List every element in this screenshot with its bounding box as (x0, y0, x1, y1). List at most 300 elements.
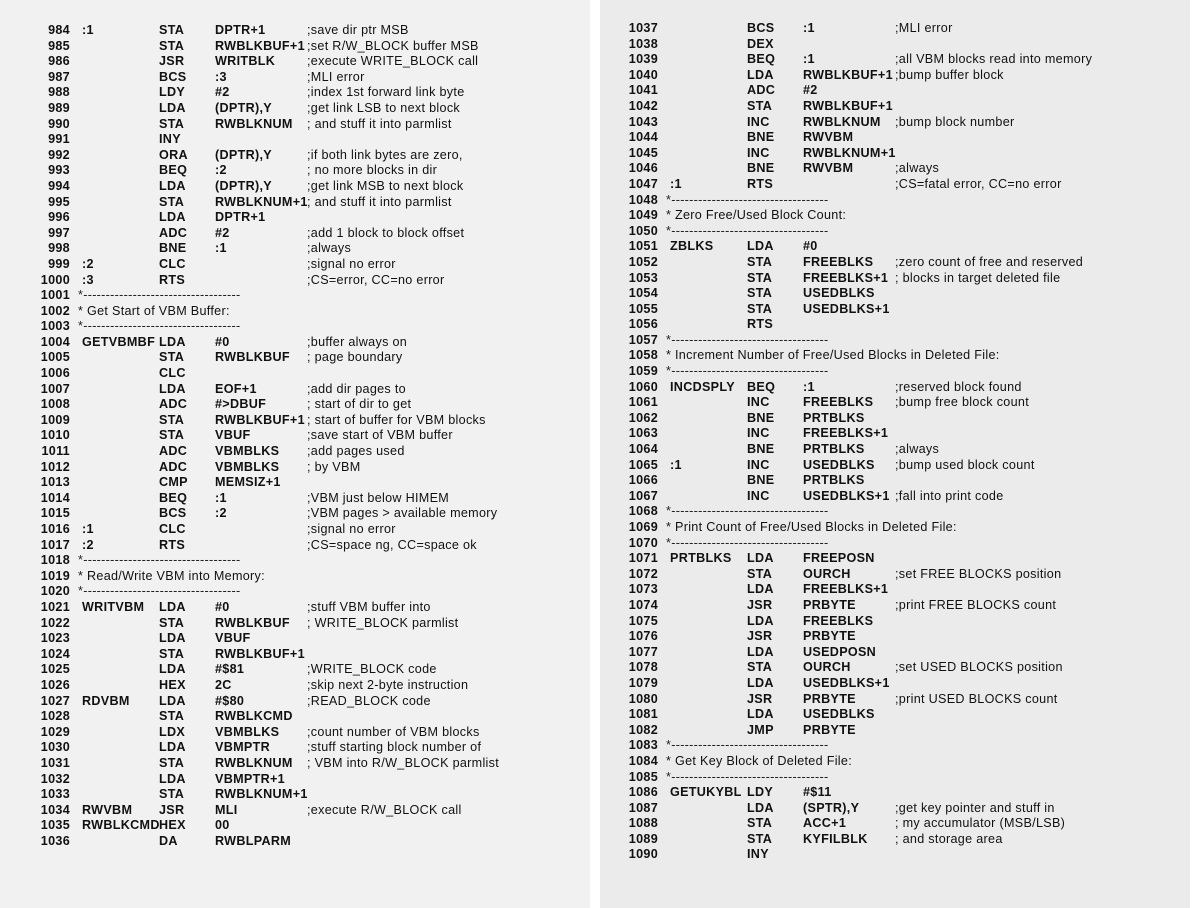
operand: DPTR+1 (215, 210, 266, 225)
line-number: 1071 (628, 551, 658, 566)
opcode: CMP (159, 475, 188, 490)
operand: #$11 (803, 785, 832, 800)
operand: FREEBLKS+1 (803, 270, 889, 285)
opcode: LDA (159, 599, 186, 614)
operand: RWBLKNUM (803, 114, 881, 129)
line-number: 1051 (628, 239, 658, 254)
line-number: 1028 (40, 709, 70, 724)
code-label: RWVBM (82, 802, 133, 817)
code-comment: ;signal no error (307, 256, 396, 271)
code-comment: ; by VBM (307, 459, 361, 474)
operand: VBMPTR+1 (215, 771, 285, 786)
opcode: BEQ (747, 379, 776, 394)
line-number: 1083 (628, 738, 658, 753)
opcode: HEX (159, 818, 186, 833)
code-comment: ;MLI error (307, 69, 365, 84)
code-label: :1 (82, 23, 94, 37)
line-number: 1078 (628, 660, 658, 675)
opcode: CLC (159, 366, 186, 381)
operand: OURCH (803, 566, 851, 581)
code-comment: ;always (895, 442, 940, 457)
opcode: STA (159, 350, 185, 365)
operand: :3 (215, 69, 227, 84)
operand: USEDBLKS+1 (803, 301, 890, 316)
operand: PRTBLKS (803, 410, 865, 425)
opcode: LDA (159, 334, 186, 349)
section-heading: * Zero Free/Used Block Count: (666, 208, 847, 223)
operand: FREEBLKS (803, 254, 874, 269)
separator-comment: *----------------------------------- (666, 535, 829, 550)
line-number: 1090 (628, 847, 658, 862)
code-comment: ;add 1 block to block offset (307, 225, 465, 240)
separator-comment: *----------------------------------- (666, 192, 829, 207)
line-number: 1005 (40, 350, 70, 365)
opcode: STA (747, 660, 773, 675)
code-comment: ;CS=error, CC=no error (307, 272, 445, 287)
opcode: ADC (159, 459, 188, 474)
opcode: BNE (747, 130, 775, 145)
line-number: 1081 (628, 707, 658, 722)
line-number: 1061 (628, 395, 658, 410)
line-number: 1088 (628, 816, 658, 831)
line-number: 1001 (40, 288, 70, 303)
operand: USEDBLKS (803, 707, 875, 722)
code-comment: ;get link MSB to next block (307, 178, 464, 193)
operand: RWBLKCMD (215, 709, 293, 724)
line-number: 1033 (40, 787, 70, 802)
line-number: 1048 (628, 192, 658, 207)
operand: VBMPTR (215, 740, 270, 755)
opcode: STA (159, 38, 185, 53)
code-comment: ;get link LSB to next block (307, 100, 461, 115)
section-heading: * Increment Number of Free/Used Blocks in Deleted File: (666, 348, 1000, 363)
separator-comment: *----------------------------------- (666, 769, 829, 784)
line-number: 1023 (40, 631, 70, 646)
line-number: 988 (48, 85, 70, 100)
opcode: RTS (159, 272, 186, 287)
line-number: 986 (48, 54, 70, 69)
opcode: JSR (747, 597, 773, 612)
opcode: STA (159, 646, 185, 661)
operand: #0 (215, 599, 230, 614)
section-heading: * Read/Write VBM into Memory: (78, 568, 265, 583)
line-number: 1050 (628, 223, 658, 238)
operand: #0 (215, 334, 230, 349)
operand: #0 (803, 239, 818, 254)
operand: FREEPOSN (803, 551, 875, 566)
opcode: JSR (159, 54, 185, 69)
line-number: 1070 (628, 535, 658, 550)
code-comment: ; blocks in target deleted file (895, 270, 1061, 285)
operand: RWBLKBUF+1 (803, 98, 893, 113)
opcode: LDA (159, 210, 186, 225)
line-number: 1038 (628, 36, 658, 51)
operand: :1 (803, 21, 815, 35)
operand: RWBLKNUM+1 (803, 145, 896, 160)
operand: FREEBLKS (803, 613, 874, 628)
line-number: 1041 (628, 83, 658, 98)
operand: RWBLKNUM (215, 116, 293, 131)
line-number: 1017 (40, 537, 70, 552)
line-number: 1065 (628, 457, 658, 472)
line-number: 1056 (628, 317, 658, 332)
operand: (DPTR),Y (215, 147, 272, 162)
line-number: 1027 (40, 693, 70, 708)
line-number: 1079 (628, 675, 658, 690)
code-label: PRTBLKS (670, 551, 732, 566)
line-number: 994 (48, 178, 70, 193)
opcode: BEQ (159, 163, 188, 178)
opcode: LDA (159, 662, 186, 677)
opcode: STA (159, 412, 185, 427)
line-number: 1009 (40, 412, 70, 427)
left-page (0, 0, 590, 908)
separator-comment: *----------------------------------- (666, 332, 829, 347)
line-number: 1032 (40, 771, 70, 786)
line-number: 1085 (628, 769, 658, 784)
operand: USEDPOSN (803, 644, 877, 659)
opcode: HEX (159, 677, 186, 692)
line-number: 993 (48, 163, 70, 178)
operand: USEDBLKS+1 (803, 675, 890, 690)
opcode: LDX (159, 724, 186, 739)
code-comment: ;save dir ptr MSB (307, 23, 409, 37)
line-number: 1058 (628, 348, 658, 363)
line-number: 1054 (628, 286, 658, 301)
line-number: 1075 (628, 613, 658, 628)
line-number: 1080 (628, 691, 658, 706)
operand: VBMBLKS (215, 444, 280, 459)
operand: RWVBM (803, 161, 854, 176)
line-number: 1020 (40, 584, 70, 599)
code-label: :1 (82, 522, 94, 536)
opcode: ADC (747, 83, 776, 98)
code-comment: ;execute WRITE_BLOCK call (307, 54, 479, 69)
line-number: 1069 (628, 520, 658, 534)
line-number: 1019 (40, 568, 70, 583)
code-comment: ;fall into print code (895, 488, 1004, 503)
opcode: STA (747, 98, 773, 113)
line-number: 1010 (40, 428, 70, 443)
code-comment: ; and storage area (895, 831, 1003, 846)
opcode: STA (159, 194, 185, 209)
opcode: LDA (747, 551, 774, 566)
line-number: 997 (48, 225, 70, 240)
line-number: 1084 (628, 753, 658, 768)
operand: VBUF (215, 631, 251, 646)
opcode: LDA (747, 800, 774, 815)
line-number: 1039 (628, 52, 658, 67)
line-number: 1072 (628, 566, 658, 581)
code-comment: ; my accumulator (MSB/LSB) (895, 816, 1066, 831)
line-number: 991 (48, 132, 70, 147)
operand: :1 (803, 379, 815, 394)
line-number: 1015 (40, 506, 70, 521)
opcode: STA (159, 23, 185, 37)
opcode: LDA (747, 675, 774, 690)
line-number: 1086 (628, 785, 658, 800)
line-number: 1045 (628, 145, 658, 160)
operand: VBUF (215, 428, 251, 443)
opcode: STA (159, 116, 185, 131)
line-number: 1011 (41, 444, 70, 459)
opcode: STA (747, 816, 773, 831)
line-number: 1060 (628, 379, 658, 394)
code-comment: ; and stuff it into parmlist (307, 116, 452, 131)
code-comment: ;add dir pages to (307, 381, 406, 396)
line-number: 1062 (628, 410, 658, 425)
separator-comment: *----------------------------------- (666, 223, 829, 238)
operand: RWVBM (803, 130, 854, 145)
operand: PRBYTE (803, 691, 856, 706)
code-comment: ;save start of VBM buffer (307, 428, 453, 443)
code-comment: ; WRITE_BLOCK parmlist (307, 615, 459, 630)
opcode: LDA (159, 771, 186, 786)
operand: RWBLKBUF (215, 615, 290, 630)
opcode: LDA (747, 239, 774, 254)
code-comment: ;always (895, 161, 940, 176)
operand: RWBLKNUM (215, 755, 293, 770)
line-number: 1064 (628, 442, 658, 457)
line-number: 987 (48, 69, 70, 84)
code-label: :1 (670, 176, 682, 191)
page-gutter (590, 0, 600, 908)
code-comment: ;bump block number (895, 114, 1015, 129)
line-number: 1002 (40, 303, 70, 318)
line-number: 1034 (40, 802, 70, 817)
opcode: BNE (159, 241, 187, 256)
code-comment: ;CS=fatal error, CC=no error (895, 176, 1062, 191)
line-number: 1052 (628, 254, 658, 269)
operand: FREEBLKS+1 (803, 426, 889, 441)
line-number: 999 (48, 256, 70, 271)
opcode: INC (747, 426, 770, 441)
code-label: ZBLKS (670, 239, 714, 254)
line-number: 992 (48, 147, 70, 162)
operand: RWBLKBUF+1 (215, 38, 305, 53)
line-number: 1037 (628, 21, 658, 35)
opcode: JSR (747, 691, 773, 706)
opcode: LDA (159, 178, 186, 193)
line-number: 1055 (628, 301, 658, 316)
code-comment: ; start of dir to get (307, 397, 412, 412)
opcode: LDA (159, 631, 186, 646)
operand: RWBLKBUF (215, 350, 290, 365)
line-number: 1082 (628, 722, 658, 737)
code-comment: ;VBM just below HIMEM (307, 490, 450, 505)
opcode: STA (747, 831, 773, 846)
line-number: 1026 (40, 677, 70, 692)
operand: MEMSIZ+1 (215, 475, 281, 490)
opcode: BCS (159, 69, 187, 84)
opcode: INC (747, 145, 770, 160)
code-comment: ;VBM pages > available memory (307, 506, 498, 521)
opcode: LDA (747, 644, 774, 659)
opcode: BNE (747, 442, 775, 457)
code-comment: ; start of buffer for VBM blocks (307, 412, 486, 427)
line-number: 1004 (40, 334, 70, 349)
code-comment: ;index 1st forward link byte (307, 85, 465, 100)
operand: #$81 (215, 662, 245, 677)
opcode: STA (747, 566, 773, 581)
operand: :1 (215, 241, 227, 256)
separator-comment: *----------------------------------- (666, 364, 829, 379)
code-comment: ; VBM into R/W_BLOCK parmlist (307, 755, 500, 770)
opcode: LDA (747, 582, 774, 597)
line-number: 1057 (628, 332, 658, 347)
opcode: LDA (159, 693, 186, 708)
code-comment: ;add pages used (307, 444, 405, 459)
line-number: 995 (48, 194, 70, 209)
line-number: 1042 (628, 98, 658, 113)
code-comment: ;bump free block count (895, 395, 1030, 410)
line-number: 1036 (40, 833, 70, 848)
line-number: 1043 (628, 114, 658, 129)
operand: RWBLPARM (215, 833, 292, 848)
operand: PRBYTE (803, 597, 856, 612)
operand: :1 (803, 52, 815, 67)
opcode: JSR (159, 802, 185, 817)
line-number: 1021 (40, 599, 70, 614)
line-number: 1008 (40, 397, 70, 412)
line-number: 1007 (40, 381, 70, 396)
line-number: 990 (48, 116, 70, 131)
opcode: RTS (747, 176, 774, 191)
line-number: 1018 (40, 553, 70, 568)
line-number: 1044 (628, 130, 658, 145)
code-label: INCDSPLY (670, 379, 735, 394)
operand: USEDBLKS (803, 286, 875, 301)
operand: FREEBLKS (803, 395, 874, 410)
line-number: 1014 (40, 490, 70, 505)
line-number: 1031 (40, 755, 70, 770)
line-number: 1000 (40, 272, 70, 287)
line-number: 1067 (628, 488, 658, 503)
opcode: CLC (159, 256, 186, 271)
separator-comment: *----------------------------------- (78, 319, 241, 334)
separator-comment: *----------------------------------- (78, 553, 241, 568)
code-label: GETVBMBF (82, 334, 156, 349)
opcode: STA (159, 615, 185, 630)
line-number: 1046 (628, 161, 658, 176)
opcode: STA (159, 709, 185, 724)
code-comment: ; page boundary (307, 350, 403, 365)
code-label: :2 (82, 256, 94, 271)
code-comment: ;reserved block found (895, 379, 1022, 394)
line-number: 998 (48, 241, 70, 256)
opcode: BNE (747, 161, 775, 176)
code-comment: ;print FREE BLOCKS count (895, 597, 1057, 612)
line-number: 1022 (40, 615, 70, 630)
line-number: 1013 (40, 475, 70, 490)
operand: #2 (803, 83, 818, 98)
section-heading: * Get Key Block of Deleted File: (666, 753, 852, 768)
code-comment: ;if both link bytes are zero, (307, 147, 463, 162)
line-number: 1030 (40, 740, 70, 755)
opcode: BCS (159, 506, 187, 521)
section-heading: * Print Count of Free/Used Blocks in Deleted File: (666, 520, 957, 534)
opcode: LDY (747, 785, 774, 800)
line-number: 1003 (40, 319, 70, 334)
separator-comment: *----------------------------------- (78, 288, 241, 303)
opcode: LDA (159, 381, 186, 396)
opcode: INY (747, 847, 769, 862)
operand: :2 (215, 506, 227, 521)
opcode: LDA (747, 613, 774, 628)
operand: PRBYTE (803, 629, 856, 644)
opcode: STA (747, 301, 773, 316)
code-comment: ;stuff VBM buffer into (307, 599, 431, 614)
operand: RWBLKBUF+1 (803, 67, 893, 82)
line-number: 1029 (40, 724, 70, 739)
line-number: 1063 (628, 426, 658, 441)
code-comment: ;execute R/W_BLOCK call (307, 802, 462, 817)
opcode: INC (747, 488, 770, 503)
operand: WRITBLK (215, 54, 276, 69)
operand: :2 (215, 163, 227, 178)
operand: RWBLKBUF+1 (215, 412, 305, 427)
code-comment: ;all VBM blocks read into memory (895, 52, 1093, 67)
line-number: 1076 (628, 629, 658, 644)
code-comment: ;count number of VBM blocks (307, 724, 480, 739)
opcode: BEQ (159, 490, 188, 505)
opcode: JSR (747, 629, 773, 644)
line-number: 1077 (628, 644, 658, 659)
operand: VBMBLKS (215, 459, 280, 474)
code-comment: ;always (307, 241, 352, 256)
code-label: :3 (82, 272, 94, 287)
line-number: 1053 (628, 270, 658, 285)
opcode: RTS (747, 317, 774, 332)
line-number: 984 (48, 23, 70, 37)
code-comment: ; and stuff it into parmlist (307, 194, 452, 209)
code-label: RWBLKCMD (82, 818, 160, 833)
line-number: 985 (48, 38, 70, 53)
code-comment: ;stuff starting block number of (307, 740, 482, 755)
opcode: INY (159, 132, 181, 147)
line-number: 1025 (40, 662, 70, 677)
operand: VBMBLKS (215, 724, 280, 739)
operand: (DPTR),Y (215, 100, 272, 115)
separator-comment: *----------------------------------- (666, 504, 829, 519)
opcode: STA (159, 428, 185, 443)
code-comment: ;bump buffer block (895, 67, 1004, 82)
line-number: 1073 (628, 582, 658, 597)
code-label: :2 (82, 537, 94, 552)
operand: #>DBUF (215, 397, 267, 412)
code-comment: ;set USED BLOCKS position (895, 660, 1063, 675)
code-comment: ; no more blocks in dir (307, 163, 438, 178)
line-number: 1047 (628, 176, 658, 191)
opcode: ORA (159, 147, 188, 162)
code-label: RDVBM (82, 693, 130, 708)
operand: USEDBLKS (803, 457, 875, 472)
operand: PRTBLKS (803, 473, 865, 488)
operand: RWBLKNUM+1 (215, 787, 308, 802)
code-comment: ;skip next 2-byte instruction (307, 677, 469, 692)
code-comment: ;print USED BLOCKS count (895, 691, 1058, 706)
operand: RWBLKNUM+1 (215, 194, 308, 209)
operand: USEDBLKS+1 (803, 488, 890, 503)
code-comment: ;get key pointer and stuff in (895, 800, 1055, 815)
code-comment: ;MLI error (895, 21, 953, 35)
line-number: 1074 (628, 597, 658, 612)
operand: 00 (215, 818, 230, 833)
line-number: 1066 (628, 473, 658, 488)
operand: RWBLKBUF+1 (215, 646, 305, 661)
code-label: WRITVBM (82, 599, 145, 614)
code-comment: ;zero count of free and reserved (895, 254, 1084, 269)
